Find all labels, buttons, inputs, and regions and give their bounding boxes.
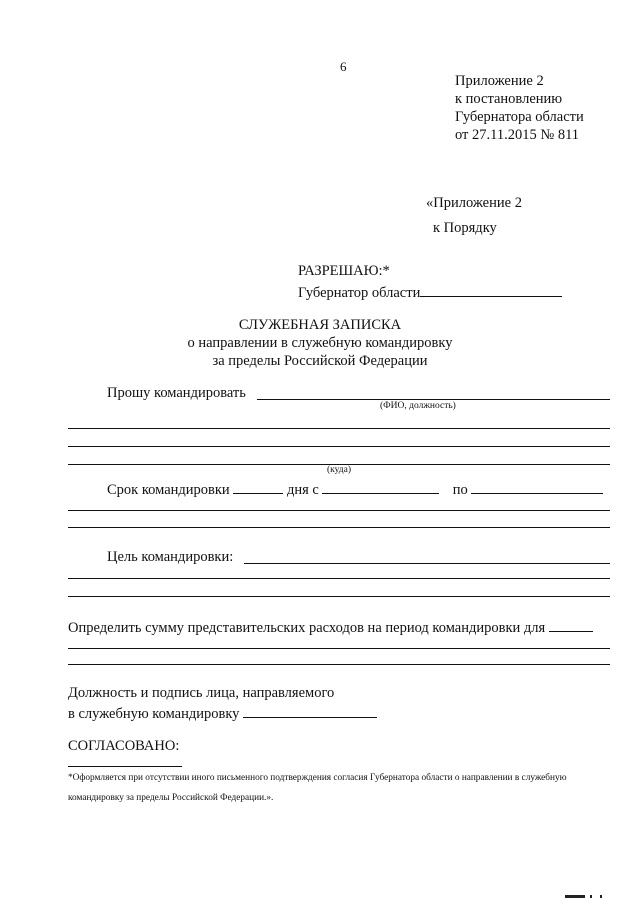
page-number: 6	[340, 59, 347, 74]
term-row	[107, 479, 603, 499]
scan-mark	[565, 895, 585, 898]
purpose-label: Цель командировки:	[107, 549, 234, 565]
appendix-sub-line: к Порядку	[433, 220, 497, 236]
date-to-field[interactable]	[471, 479, 603, 494]
footnote-line: *Оформляется при отсутствии иного письменного подтверждения согласия Губернатора области о направлении в служебную	[68, 773, 567, 783]
term-field-line[interactable]	[68, 510, 610, 511]
signature-line2: в служебную командировку	[68, 706, 240, 722]
purpose-field[interactable]	[244, 563, 610, 564]
term-field-line[interactable]	[68, 527, 610, 528]
request-field[interactable]	[257, 399, 610, 400]
request-field-line[interactable]	[68, 446, 610, 447]
expenses-field-line[interactable]	[68, 648, 610, 649]
term-label: Срок командировки	[107, 482, 230, 498]
appendix-header-line: Губернатора области	[455, 109, 584, 125]
purpose-field-line[interactable]	[68, 578, 610, 579]
request-label: Прошу командировать	[107, 385, 246, 401]
footnote-separator	[68, 766, 182, 767]
appendix-sub-line: «Приложение 2	[426, 195, 522, 211]
days-from-label: дня с	[286, 482, 319, 498]
expenses-field[interactable]	[549, 617, 593, 632]
date-from-field[interactable]	[322, 479, 439, 494]
footnote-line: командировку за пределы Российской Федерации.».	[68, 793, 274, 803]
fio-hint: (ФИО, должность)	[380, 401, 456, 411]
term-days-field[interactable]	[233, 479, 283, 494]
scan-mark	[590, 895, 592, 898]
document-title	[0, 316, 640, 370]
appendix-header-line: к постановлению	[455, 91, 563, 107]
agreed-label: СОГЛАСОВАНО:	[68, 738, 180, 754]
title-line: за пределы Российской Федерации	[212, 353, 428, 369]
approve-signature-field[interactable]	[420, 282, 562, 297]
expenses-row	[68, 617, 593, 637]
approve-position	[298, 282, 562, 302]
scan-mark	[600, 895, 602, 898]
request-field-line[interactable]	[68, 428, 610, 429]
approve-label: РАЗРЕШАЮ:*	[298, 263, 390, 279]
purpose-field-line[interactable]	[68, 596, 610, 597]
signature-row	[68, 703, 377, 723]
where-hint: (куда)	[327, 465, 352, 475]
title-line: СЛУЖЕБНАЯ ЗАПИСКА	[238, 317, 402, 333]
signature-field[interactable]	[243, 703, 377, 718]
approve-position-text: Губернатор области	[298, 285, 421, 301]
appendix-header-line: Приложение 2	[455, 73, 544, 89]
expenses-label: Определить сумму представительских расходов на период командировки для	[68, 620, 546, 636]
appendix-header	[455, 72, 584, 144]
expenses-field-line[interactable]	[68, 664, 610, 665]
appendix-header-line: от 27.11.2015 № 811	[455, 127, 580, 143]
to-label: по	[452, 482, 468, 498]
signature-line1: Должность и подпись лица, направляемого	[68, 685, 335, 701]
title-line: о направлении в служебную командировку	[187, 335, 453, 351]
